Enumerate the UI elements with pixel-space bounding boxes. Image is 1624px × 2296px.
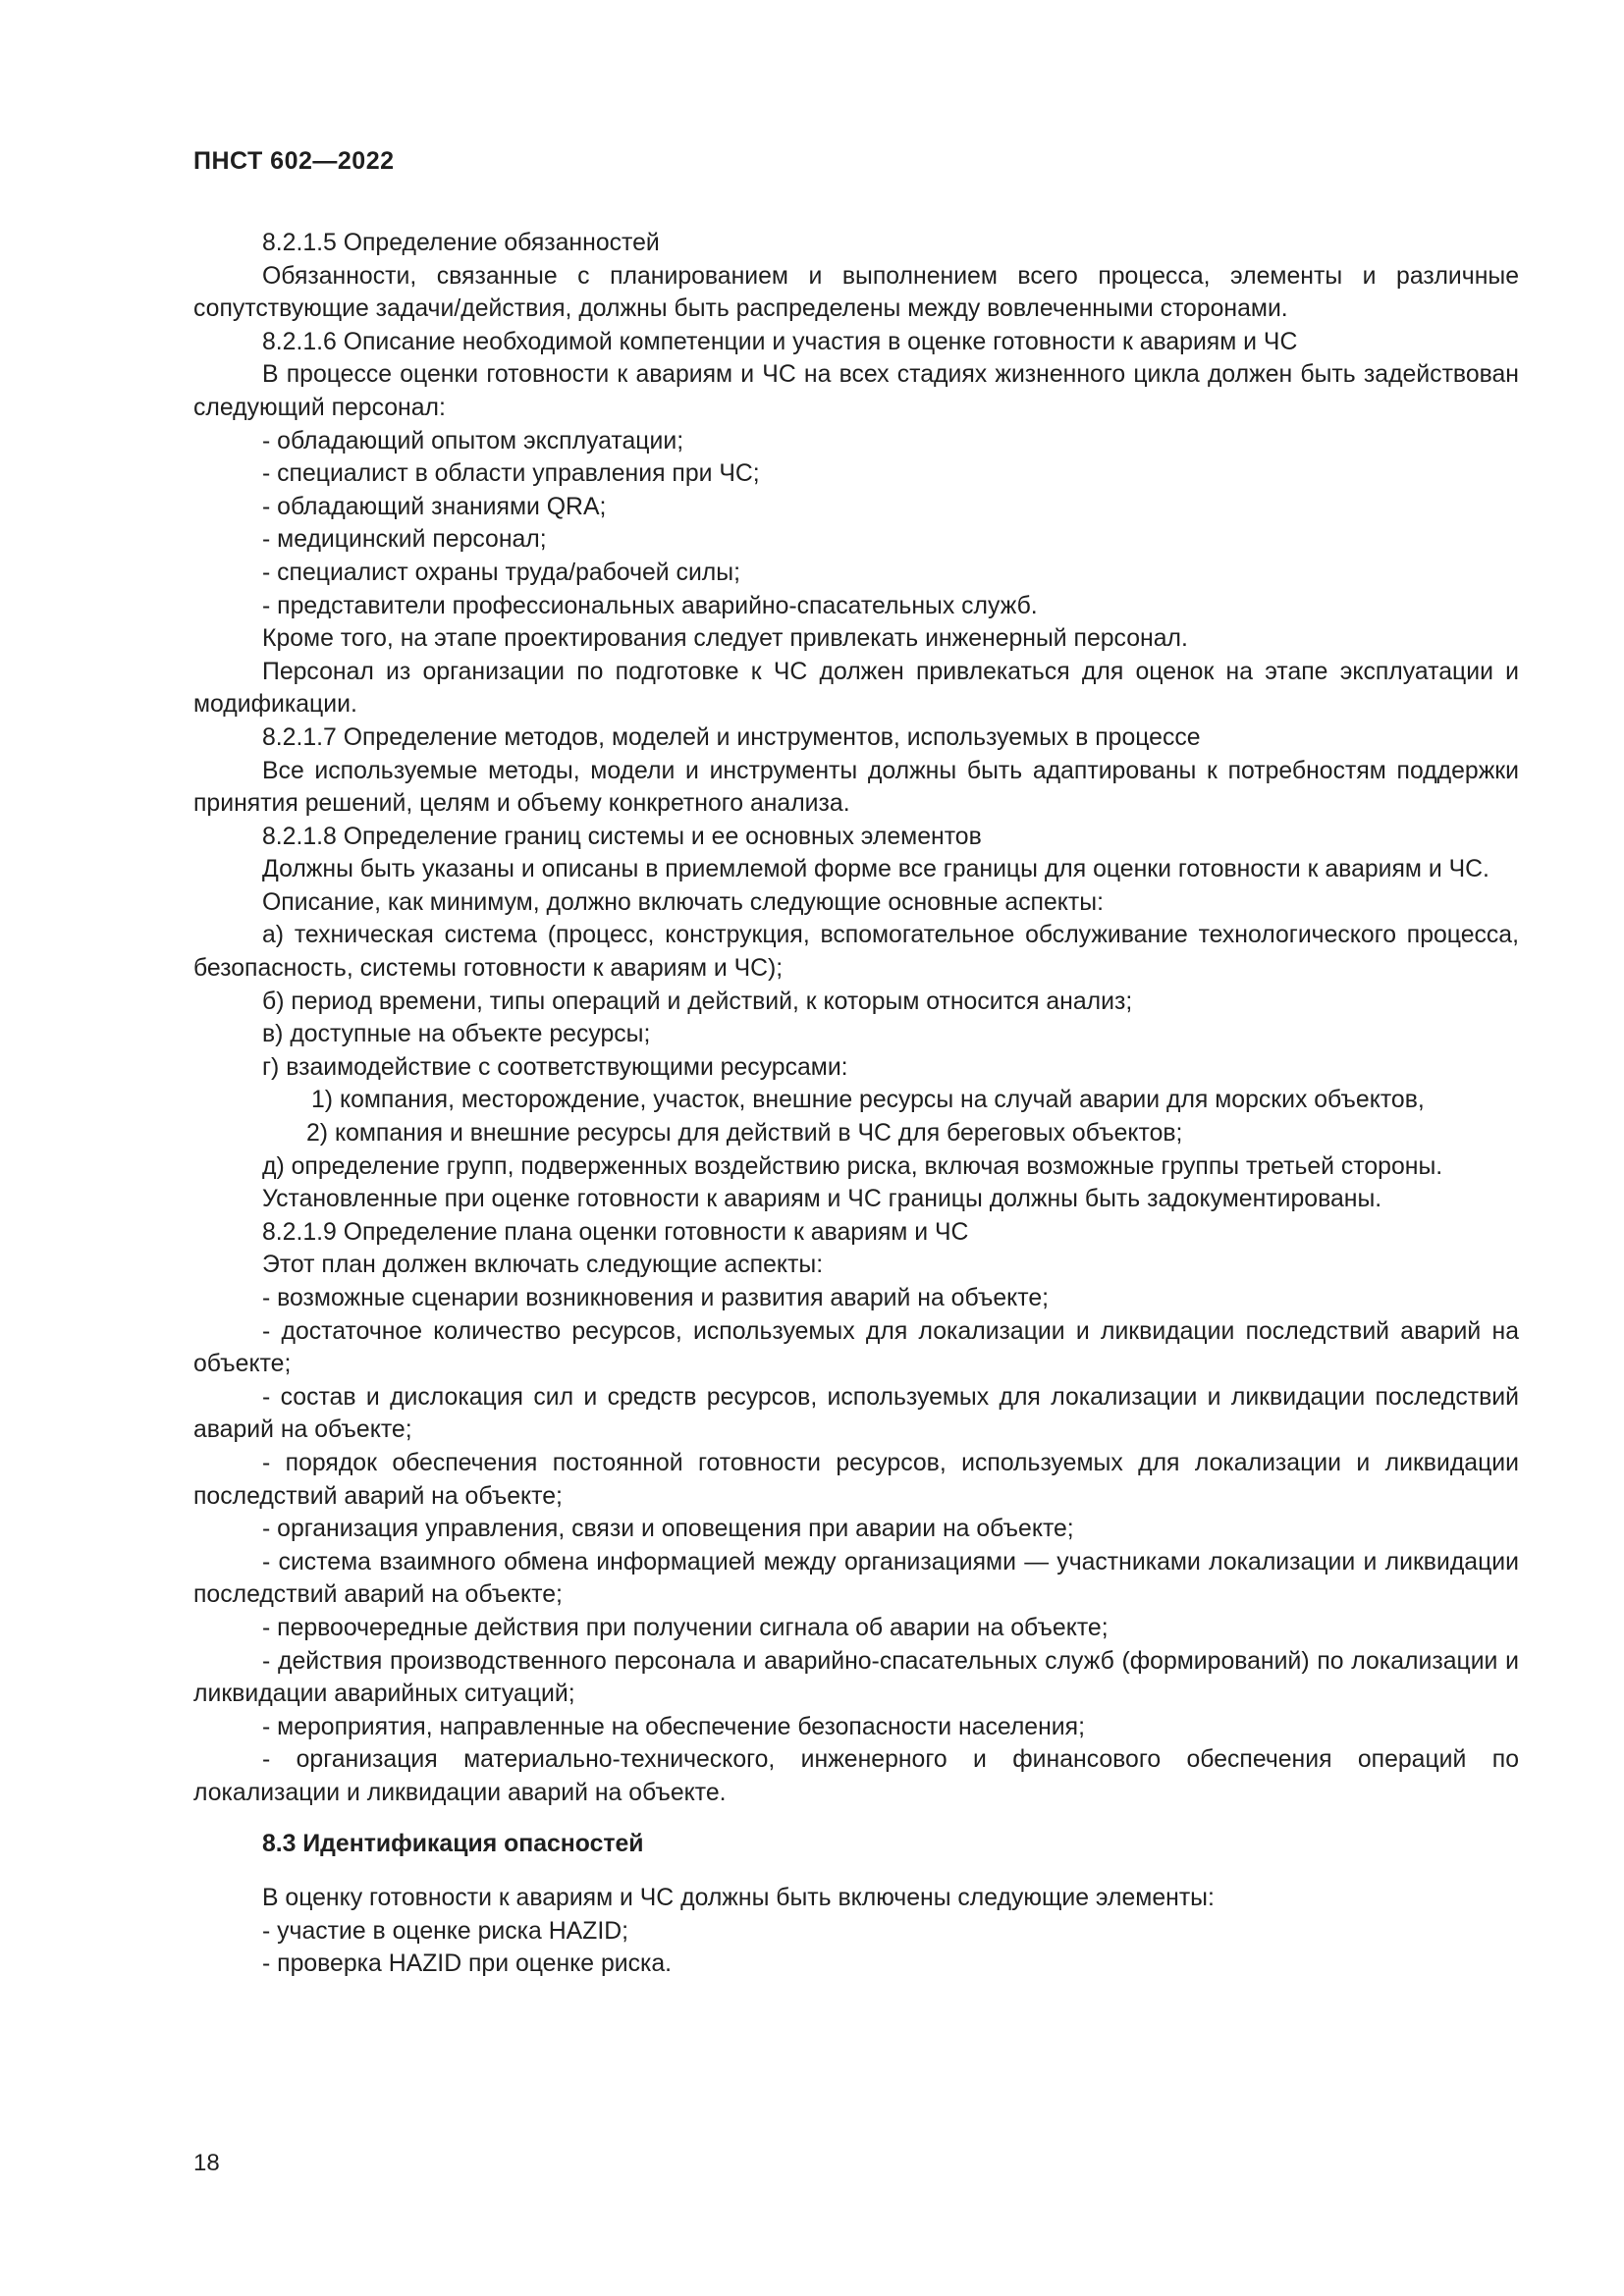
paragraph: Описание, как минимум, должно включать следующие основные аспекты: — [262, 888, 1104, 916]
paragraph: Установленные при оценке готовности к авариям и ЧС границы должны быть задокументированы. — [262, 1186, 1382, 1213]
list-item: - медицинский персонал; — [262, 526, 547, 554]
page-number: 18 — [193, 2150, 220, 2176]
list-item: - система взаимного обмена информацией между организациями — участниками локализации и ликвидации последствий аварий на объекте; — [193, 1548, 1519, 1609]
sub-list-item: 1) компания, месторождение, участок, внешние ресурсы на случай аварии для морских объектов, — [311, 1087, 1425, 1114]
paragraph: В процессе оценки готовности к авариям и ЧС на всех стадиях жизненного цикла должен быть задействован следующий персонал: — [193, 361, 1519, 421]
list-item: - возможные сценарии возникновения и развития аварий на объекте; — [262, 1285, 1049, 1311]
list-item: д) определение групп, подверженных воздействию риска, включая возможные группы третьей стороны. — [262, 1152, 1443, 1180]
list-item: - организация управления, связи и оповещения при аварии на объекте; — [262, 1516, 1074, 1543]
list-item: а) техническая система (процесс, конструкция, вспомогательное обслуживание технологического процесса, безопасность, системы готовности к авариям и ЧС); — [193, 922, 1519, 983]
clause-title: 8.2.1.6 Описание необходимой компетенции и участия в оценке готовности к авариям и ЧС — [262, 328, 1298, 355]
list-item: - действия производственного персонала и аварийно-спасательных служб (формирований) по локализации и ликвидации аварийных ситуаций; — [193, 1647, 1519, 1708]
paragraph: Кроме того, на этапе проектирования следует привлекать инженерный персонал. — [262, 625, 1188, 653]
paragraph: В оценку готовности к авариям и ЧС должны быть включены следующие элементы: — [262, 1885, 1215, 1912]
list-item: - обладающий знаниями QRA; — [262, 493, 607, 520]
paragraph: Должны быть указаны и описаны в приемлемой форме все границы для оценки готовности к авариям и ЧС. — [262, 856, 1489, 883]
clause-title: 8.2.1.7 Определение методов, моделей и инструментов, используемых в процессе — [262, 723, 1201, 751]
document-header: ПНСТ 602—2022 — [193, 147, 395, 175]
sub-list-item: 2) компания и внешние ресурсы для действий в ЧС для береговых объектов; — [306, 1120, 1183, 1148]
list-item: - представители профессиональных аварийно-спасательных служб. — [262, 592, 1038, 619]
list-item: - обладающий опытом эксплуатации; — [262, 427, 684, 454]
paragraph: Все используемые методы, модели и инструменты должны быть адаптированы к потребностям поддержки принятия решений, целям и объему конкретного анализа. — [193, 757, 1519, 818]
list-item: б) период времени, типы операций и действий, к которым относится анализ; — [262, 988, 1133, 1015]
clause-title: 8.2.1.8 Определение границ системы и ее основных элементов — [262, 823, 982, 850]
list-item: - состав и дислокация сил и средств ресурсов, используемых для локализации и ликвидации последствий аварий на объекте; — [193, 1383, 1519, 1444]
document-body — [193, 227, 1519, 1981]
list-item: - организация материально-технического, инженерного и финансового обеспечения операций по локализации и ликвидации аварий на объекте. — [193, 1746, 1519, 1806]
list-item: - проверка HAZID при оценке риска. — [262, 1950, 673, 1978]
section-heading: 8.3 Идентификация опасностей — [262, 1830, 644, 1857]
list-item: - мероприятия, направленные на обеспечение безопасности населения; — [262, 1713, 1085, 1740]
list-item: - порядок обеспечения постоянной готовности ресурсов, используемых для локализации и ликвидации последствий аварий на объекте; — [193, 1449, 1519, 1510]
list-item: - достаточное количество ресурсов, используемых для локализации и ликвидации последствий аварий на объекте; — [193, 1317, 1519, 1378]
clause-title: 8.2.1.5 Определение обязанностей — [262, 230, 660, 256]
list-item: - специалист в области управления при ЧС; — [262, 460, 760, 488]
list-item: в) доступные на объекте ресурсы; — [262, 1021, 651, 1048]
list-item: г) взаимодействие с соответствующими ресурсами: — [262, 1053, 848, 1081]
list-item: - участие в оценке риска HAZID; — [262, 1917, 629, 1945]
paragraph: Этот план должен включать следующие аспекты: — [262, 1252, 824, 1279]
clause-title: 8.2.1.9 Определение плана оценки готовности к авариям и ЧС — [262, 1218, 969, 1246]
list-item: - специалист охраны труда/рабочей силы; — [262, 559, 740, 586]
paragraph: Персонал из организации по подготовке к ЧС должен привлекаться для оценок на этапе эксплуатации и модификации. — [193, 658, 1519, 719]
list-item: - первоочередные действия при получении сигнала об аварии на объекте; — [262, 1614, 1109, 1641]
paragraph: Обязанности, связанные с планированием и выполнением всего процесса, элементы и различные сопутствующие задачи/действия, должны быть распределены между вовлеченными сторонами. — [193, 262, 1519, 323]
